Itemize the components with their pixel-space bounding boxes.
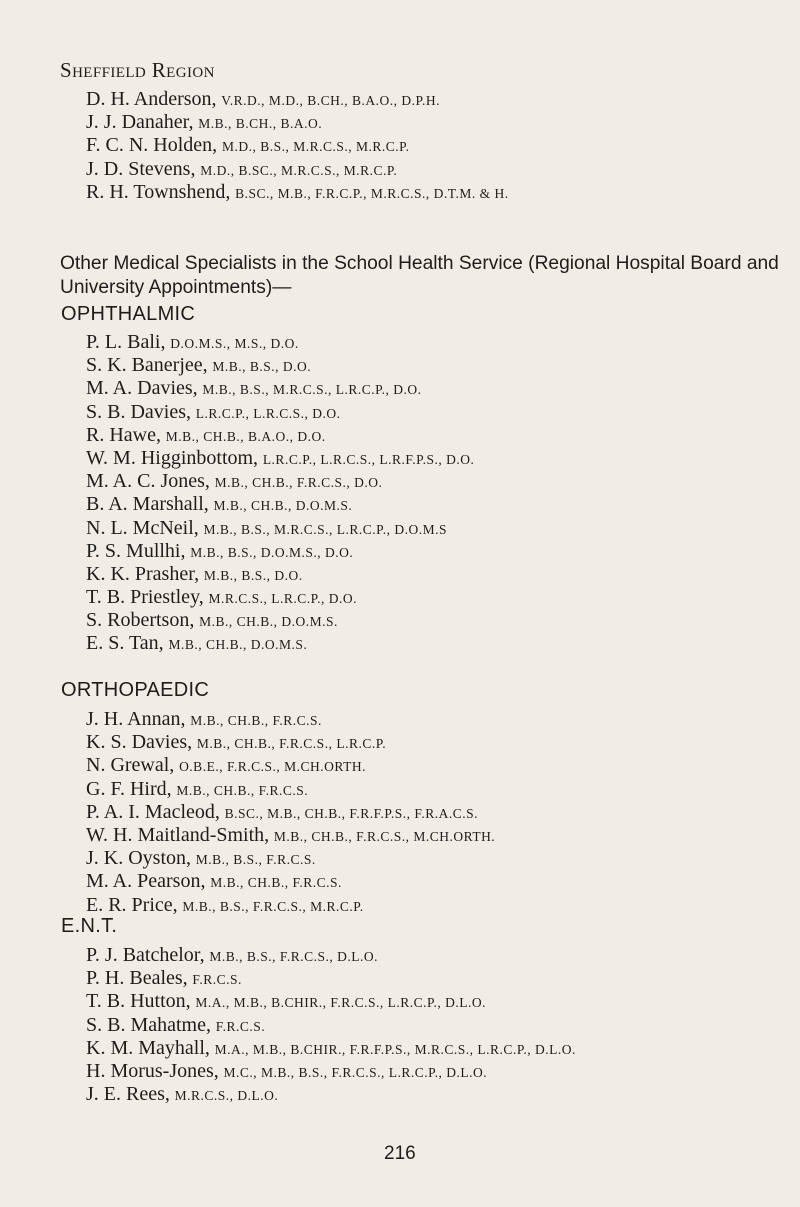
list-item	[86, 778, 495, 801]
list-item	[86, 540, 474, 563]
person-name: F. C. N. Holden,	[86, 134, 218, 157]
list-item	[86, 967, 576, 990]
person-name: J. H. Annan,	[86, 708, 186, 730]
qualifications: M.B., CH.B., F.R.C.S.	[190, 713, 322, 728]
page-number: 216	[384, 1143, 416, 1164]
list-item	[86, 493, 474, 516]
qualifications: M.R.C.S., D.L.O.	[174, 1088, 279, 1104]
person-name: M. A. Davies,	[86, 377, 198, 400]
list-item	[86, 517, 474, 540]
list-item	[86, 1014, 576, 1037]
list-item	[86, 158, 509, 181]
person-name: J. D. Stevens,	[86, 157, 196, 180]
person-name: R. Hawe,	[86, 423, 161, 446]
person-name: H. Morus-Jones,	[86, 1059, 219, 1082]
qualifications: D.O.M.S., M.S., D.O.	[170, 336, 299, 351]
qualifications: M.D., B.SC., M.R.C.S., M.R.C.P.	[200, 162, 398, 178]
person-name: J. E. Rees,	[86, 1083, 170, 1106]
person-name: E. R. Price,	[86, 893, 178, 916]
ent-list	[86, 944, 576, 1106]
qualifications: F.R.C.S.	[215, 1018, 266, 1034]
qualifications: M.B., CH.B., F.R.C.S.	[210, 875, 342, 891]
person-name: J. J. Danaher,	[86, 111, 194, 134]
list-item	[86, 870, 495, 893]
intro-paragraph: Other Medical Specialists in the School Health Service (Regional Hospital Board and University Appointments)—	[60, 253, 779, 298]
list-item	[86, 88, 509, 111]
person-name: S. B. Davies,	[86, 400, 191, 423]
person-name: M. A. Pearson,	[86, 870, 206, 893]
person-name: E. S. Tan,	[86, 632, 164, 655]
qualifications: M.B., CH.B., B.A.O., D.O.	[165, 428, 326, 444]
list-item	[86, 632, 474, 655]
qualifications: M.B., B.S., F.R.C.S., M.R.C.P.	[182, 898, 364, 914]
person-name: S. B. Mahatme,	[86, 1013, 211, 1036]
list-item	[86, 447, 474, 470]
person-name: P. S. Mullhi,	[86, 539, 186, 562]
list-item	[86, 847, 495, 870]
person-name: P. L. Bali,	[86, 331, 166, 353]
list-item	[86, 354, 474, 377]
qualifications: O.B.E., F.R.C.S., M.CH.ORTH.	[179, 759, 366, 775]
qualifications: M.B., B.S., D.O.M.S., D.O.	[190, 544, 354, 560]
person-name: S. Robertson,	[86, 609, 195, 632]
orthopaedic-list	[86, 708, 495, 917]
qualifications: M.B., B.CH., B.A.O.	[198, 116, 323, 132]
list-item	[86, 134, 509, 157]
person-name: S. K. Banerjee,	[86, 354, 208, 377]
list-item	[86, 401, 474, 424]
list-item	[86, 470, 474, 493]
list-item	[86, 181, 509, 204]
person-name: P. H. Beales,	[86, 967, 188, 990]
list-item	[86, 708, 495, 731]
person-name: W. M. Higginbottom,	[86, 446, 259, 469]
list-item	[86, 424, 474, 447]
list-item	[86, 1060, 576, 1083]
list-item	[86, 731, 495, 754]
ophthalmic-list	[86, 331, 474, 656]
qualifications: M.B., B.S., F.R.C.S.	[195, 852, 316, 868]
list-item	[86, 377, 474, 400]
qualifications: M.B., CH.B., F.R.C.S.	[176, 782, 309, 798]
person-name: K. M. Mayhall,	[86, 1036, 210, 1059]
person-name: T. B. Hutton,	[86, 990, 191, 1013]
person-name: B. A. Marshall,	[86, 493, 209, 516]
person-name: P. J. Batchelor,	[86, 944, 205, 966]
list-item	[86, 609, 474, 632]
person-name: D. H. Anderson,	[86, 88, 217, 110]
list-item	[86, 563, 474, 586]
qualifications: M.B., B.S., D.O.	[203, 567, 303, 583]
qualifications: M.A., M.B., B.CHIR., F.R.F.P.S., M.R.C.S., L.R.C.P., D.L.O.	[214, 1041, 576, 1057]
qualifications: M.B., CH.B., D.O.M.S.	[199, 614, 338, 630]
qualifications: M.B., CH.B., F.R.C.S., D.O.	[214, 475, 383, 491]
list-item	[86, 944, 576, 967]
person-name: K. S. Davies,	[86, 731, 193, 754]
qualifications: M.C., M.B., B.S., F.R.C.S., L.R.C.P., D.L.O.	[223, 1064, 488, 1080]
qualifications: M.D., B.S., M.R.C.S., M.R.C.P.	[221, 139, 410, 155]
qualifications: V.R.D., M.D., B.CH., B.A.O., D.P.H.	[221, 93, 440, 108]
qualifications: B.SC., M.B., CH.B., F.R.F.P.S., F.R.A.C.S.	[224, 805, 478, 821]
list-item	[86, 1037, 576, 1060]
qualifications: M.B., CH.B., F.R.C.S., M.CH.ORTH.	[273, 828, 496, 844]
list-item	[86, 1083, 576, 1106]
person-name: W. H. Maitland-Smith,	[86, 823, 270, 846]
person-name: N. Grewal,	[86, 754, 175, 777]
list-item	[86, 801, 495, 824]
list-item	[86, 894, 495, 917]
qualifications: M.B., B.S., M.R.C.S., L.R.C.P., D.O.	[202, 382, 422, 398]
person-name: R. H. Townshend,	[86, 180, 231, 203]
qualifications: M.B., B.S., M.R.C.S., L.R.C.P., D.O.M.S	[203, 521, 447, 537]
qualifications: M.B., CH.B., D.O.M.S.	[168, 637, 308, 653]
person-name: T. B. Priestley,	[86, 586, 204, 609]
person-name: P. A. I. Macleod,	[86, 800, 220, 823]
section-title-ent: E.N.T.	[61, 915, 118, 937]
section-title-orthopaedic: ORTHOPAEDIC	[61, 679, 210, 701]
qualifications: M.B., CH.B., D.O.M.S.	[213, 498, 353, 514]
qualifications: M.R.C.S., L.R.C.P., D.O.	[208, 591, 358, 607]
qualifications: B.SC., M.B., F.R.C.P., M.R.C.S., D.T.M. & H.	[235, 185, 509, 201]
qualifications: L.R.C.P., L.R.C.S., D.O.	[195, 405, 341, 421]
qualifications: M.A., M.B., B.CHIR., F.R.C.S., L.R.C.P., D.L.O.	[195, 995, 486, 1011]
person-name: M. A. C. Jones,	[86, 470, 210, 493]
region-staff-list	[86, 88, 509, 204]
person-name: J. K. Oyston,	[86, 847, 192, 870]
list-item	[86, 990, 576, 1013]
qualifications: M.B., CH.B., F.R.C.S., L.R.C.P.	[196, 736, 387, 752]
list-item	[86, 111, 509, 134]
list-item	[86, 331, 474, 354]
person-name: N. L. McNeil,	[86, 516, 199, 539]
qualifications: L.R.C.P., L.R.C.S., L.R.F.P.S., D.O.	[262, 451, 475, 467]
qualifications: F.R.C.S.	[192, 972, 242, 988]
list-item	[86, 824, 495, 847]
qualifications: M.B., B.S., F.R.C.S., D.L.O.	[209, 949, 378, 964]
section-title-ophthalmic: OPHTHALMIC	[61, 303, 196, 325]
list-item	[86, 586, 474, 609]
person-name: G. F. Hird,	[86, 777, 172, 800]
list-item	[86, 754, 495, 777]
person-name: K. K. Prasher,	[86, 562, 200, 585]
qualifications: M.B., B.S., D.O.	[212, 359, 312, 375]
region-heading: Sheffield Region	[60, 58, 215, 82]
